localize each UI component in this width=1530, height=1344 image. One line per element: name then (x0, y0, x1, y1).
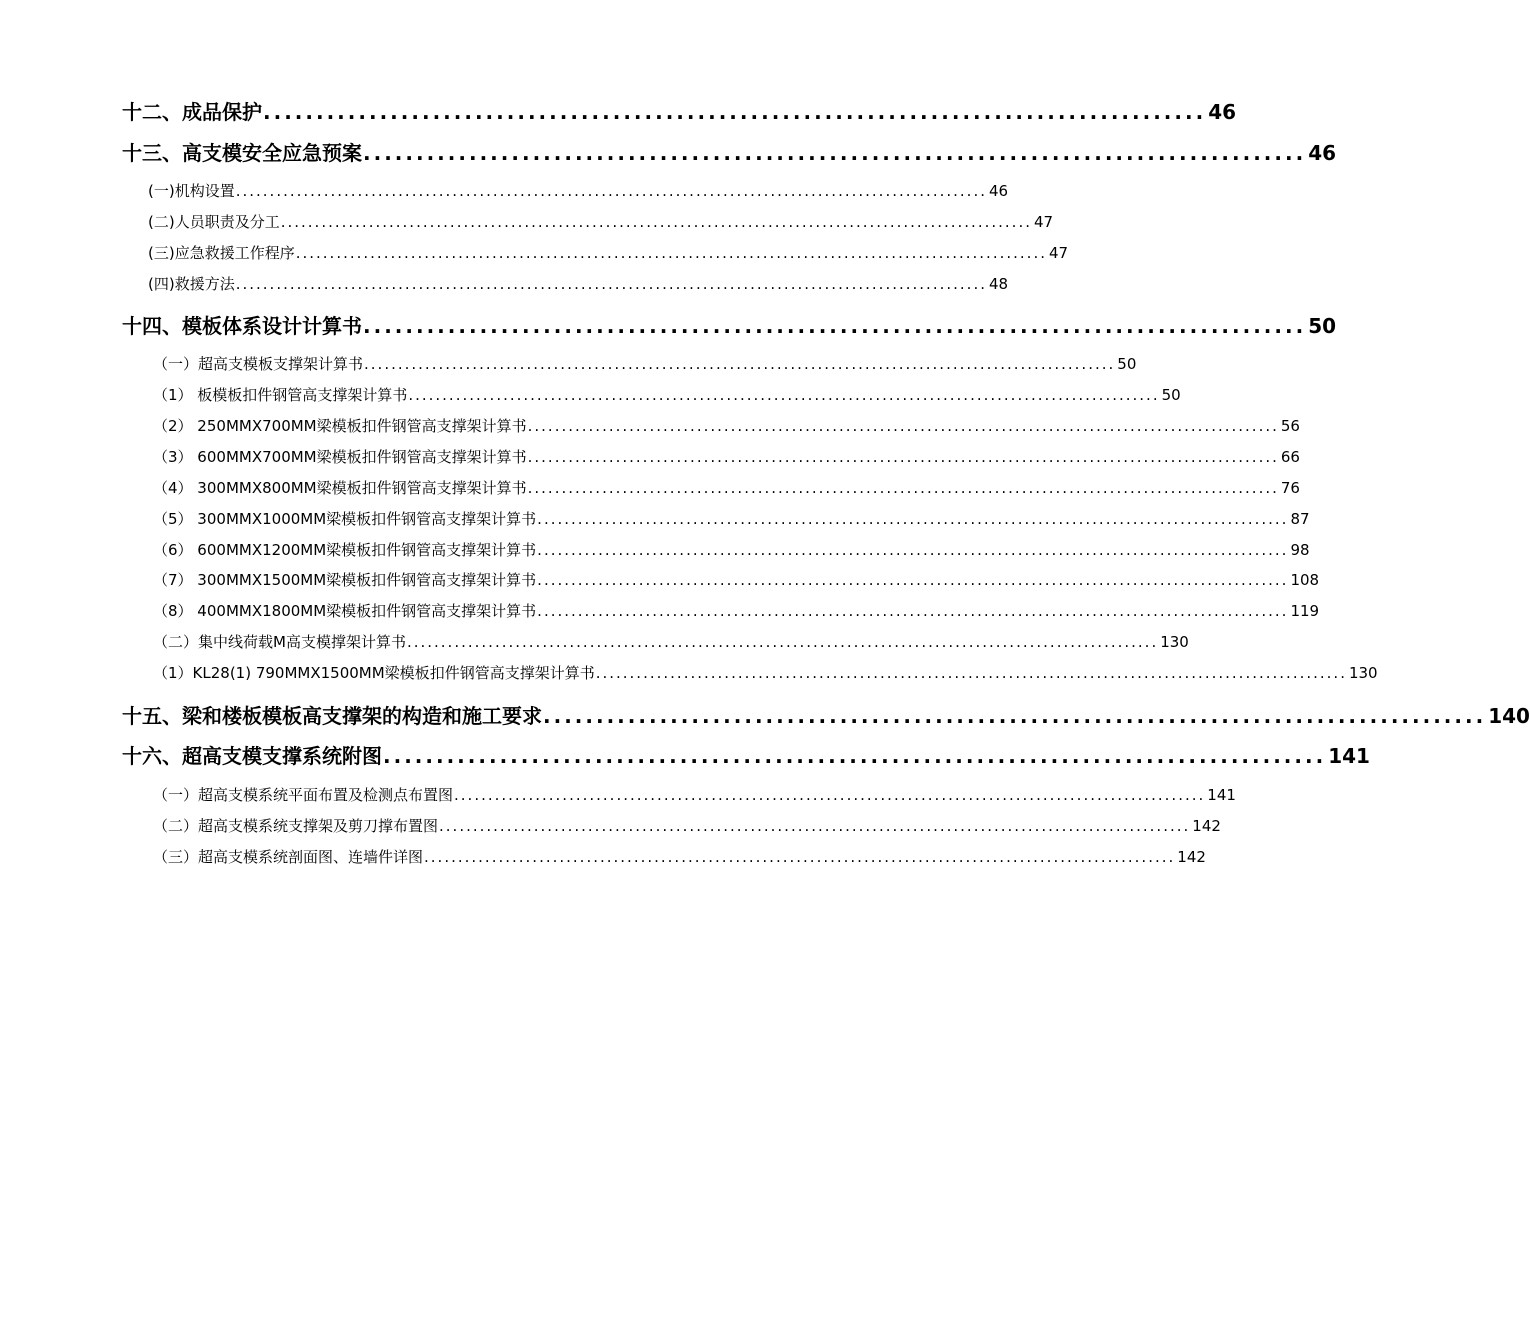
leader-dots: ............................................................................................................... (439, 817, 1191, 835)
toc-entry[interactable] (148, 273, 1009, 294)
toc-entry[interactable] (122, 740, 1370, 769)
toc-entry-page: 98 (1290, 541, 1310, 559)
toc-entry-page: 130 (1160, 633, 1189, 651)
toc-entry[interactable] (148, 242, 1069, 263)
toc-entry[interactable] (153, 539, 1310, 560)
leader-dots: ......................................................................................... (543, 704, 1487, 728)
toc-entry[interactable] (153, 662, 1378, 683)
toc-entry-title: （1）KL28(1) 790MMX1500MM梁模板扣件钢管高支撑架计算书 (153, 664, 595, 682)
toc-entry-title: （5） 300MMX1000MM梁模板扣件钢管高支撑架计算书 (153, 510, 537, 528)
leader-dots: ............................................................................................................... (280, 213, 1032, 231)
toc-entry-page: 50 (1308, 314, 1337, 338)
toc-entry-title: （2） 250MMX700MM梁模板扣件钢管高支撑架计算书 (153, 417, 527, 435)
leader-dots: ............................................................................................................... (235, 275, 987, 293)
leader-dots: ............................................................................................................... (537, 571, 1289, 589)
leader-dots: ......................................................................................... (383, 744, 1327, 768)
toc-entry-page: 119 (1290, 602, 1320, 620)
toc-entry[interactable] (122, 310, 1337, 339)
toc-entry[interactable] (153, 353, 1137, 374)
toc-entry-title: （三）超高支模系统剖面图、连墙件详图 (153, 848, 424, 866)
toc-entry-title: 十三、高支模安全应急预案 (122, 141, 362, 165)
toc-entry[interactable] (122, 96, 1237, 125)
toc-entry[interactable] (148, 180, 1009, 201)
toc-entry-page: 108 (1290, 571, 1320, 589)
leader-dots: ............................................................................................................... (527, 417, 1279, 435)
toc-entry-page: 47 (1048, 244, 1069, 262)
toc-entry-page: 141 (1207, 786, 1236, 804)
toc-entry-page: 46 (988, 182, 1009, 200)
toc-entry-page: 141 (1328, 744, 1370, 768)
toc-entry-title: (二)人员职责及分工 (148, 213, 280, 231)
toc-entry-title: （7） 300MMX1500MM梁模板扣件钢管高支撑架计算书 (153, 571, 537, 589)
toc-entry[interactable] (153, 600, 1320, 621)
toc-entry[interactable] (153, 384, 1181, 405)
toc-entry-title: 十五、梁和楼板模板高支撑架的构造和施工要求 (122, 704, 542, 728)
leader-dots: ......................................................................................... (363, 314, 1307, 338)
toc-entry[interactable] (122, 137, 1337, 166)
leader-dots: ............................................................................................................... (537, 602, 1289, 620)
toc-entry-title: （二）集中线荷载M高支模撑架计算书 (153, 633, 406, 651)
toc-entry-title: 十六、超高支模支撑系统附图 (122, 744, 382, 768)
toc-entry-page: 66 (1280, 448, 1300, 466)
leader-dots: ............................................................................................................... (537, 541, 1289, 559)
leader-dots: ............................................................................................................... (295, 244, 1047, 262)
toc-entry-title: (三)应急救援工作程序 (148, 244, 295, 262)
toc-entry-title: （4） 300MMX800MM梁模板扣件钢管高支撑架计算书 (153, 479, 527, 497)
toc-entry-title: （一）超高支模系统平面布置及检测点布置图 (153, 786, 454, 804)
leader-dots: ............................................................................................................... (454, 786, 1206, 804)
toc-entry-page: 50 (1117, 355, 1137, 373)
leader-dots: ............................................................................................................... (406, 633, 1159, 651)
toc-entry[interactable] (153, 508, 1310, 529)
toc-entry-title: （8） 400MMX1800MM梁模板扣件钢管高支撑架计算书 (153, 602, 537, 620)
leader-dots: ............................................................................................................... (235, 182, 987, 200)
toc-entry-title: （1） 板模板扣件钢管高支撑架计算书 (153, 386, 408, 404)
leader-dots: ............................................................................................................... (595, 664, 1347, 682)
leader-dots: ......................................................................................... (363, 141, 1307, 165)
toc-entry-page: 87 (1290, 510, 1310, 528)
toc-entry-page: 142 (1192, 817, 1221, 835)
toc-entry[interactable] (153, 815, 1221, 836)
leader-dots: ............................................................................................................... (364, 355, 1116, 373)
leader-dots: ............................................................................................................... (424, 848, 1176, 866)
leader-dots: ............................................................................................................... (537, 510, 1289, 528)
toc-entry[interactable] (153, 446, 1300, 467)
toc-entry-title: (一)机构设置 (148, 182, 235, 200)
toc-entry-page: 46 (1308, 141, 1337, 165)
toc-entry[interactable] (153, 415, 1300, 436)
leader-dots: ............................................................................................................... (527, 448, 1279, 466)
toc-entry-title: （一）超高支模板支撑架计算书 (153, 355, 364, 373)
toc-entry[interactable] (153, 784, 1236, 805)
toc-entry[interactable] (122, 700, 1530, 729)
toc-entry-title: （6） 600MMX1200MM梁模板扣件钢管高支撑架计算书 (153, 541, 537, 559)
toc-entry[interactable] (153, 477, 1300, 498)
toc-entry[interactable] (153, 631, 1189, 652)
toc-entry[interactable] (153, 569, 1320, 590)
leader-dots: ............................................................................................................... (527, 479, 1279, 497)
toc-entry-title: 十四、模板体系设计计算书 (122, 314, 362, 338)
toc-entry-page: 46 (1208, 100, 1237, 124)
toc-entry-page: 48 (988, 275, 1009, 293)
toc-entry-page: 130 (1348, 664, 1378, 682)
toc-entry[interactable] (153, 846, 1206, 867)
toc-entry[interactable] (148, 211, 1054, 232)
toc-entry-title: （二）超高支模系统支撑架及剪刀撑布置图 (153, 817, 439, 835)
toc-entry-page: 50 (1161, 386, 1181, 404)
toc-entry-title: (四)救援方法 (148, 275, 235, 293)
toc-entry-title: 十二、成品保护 (122, 100, 262, 124)
leader-dots: ............................................................................................................... (408, 386, 1160, 404)
toc-entry-page: 142 (1177, 848, 1206, 866)
toc-entry-page: 47 (1033, 213, 1054, 231)
toc-entry-page: 140 (1488, 704, 1530, 728)
toc-entry-page: 56 (1280, 417, 1300, 435)
toc-entry-page: 76 (1280, 479, 1300, 497)
toc-entry-title: （3） 600MMX700MM梁模板扣件钢管高支撑架计算书 (153, 448, 527, 466)
leader-dots: ......................................................................................... (263, 100, 1207, 124)
